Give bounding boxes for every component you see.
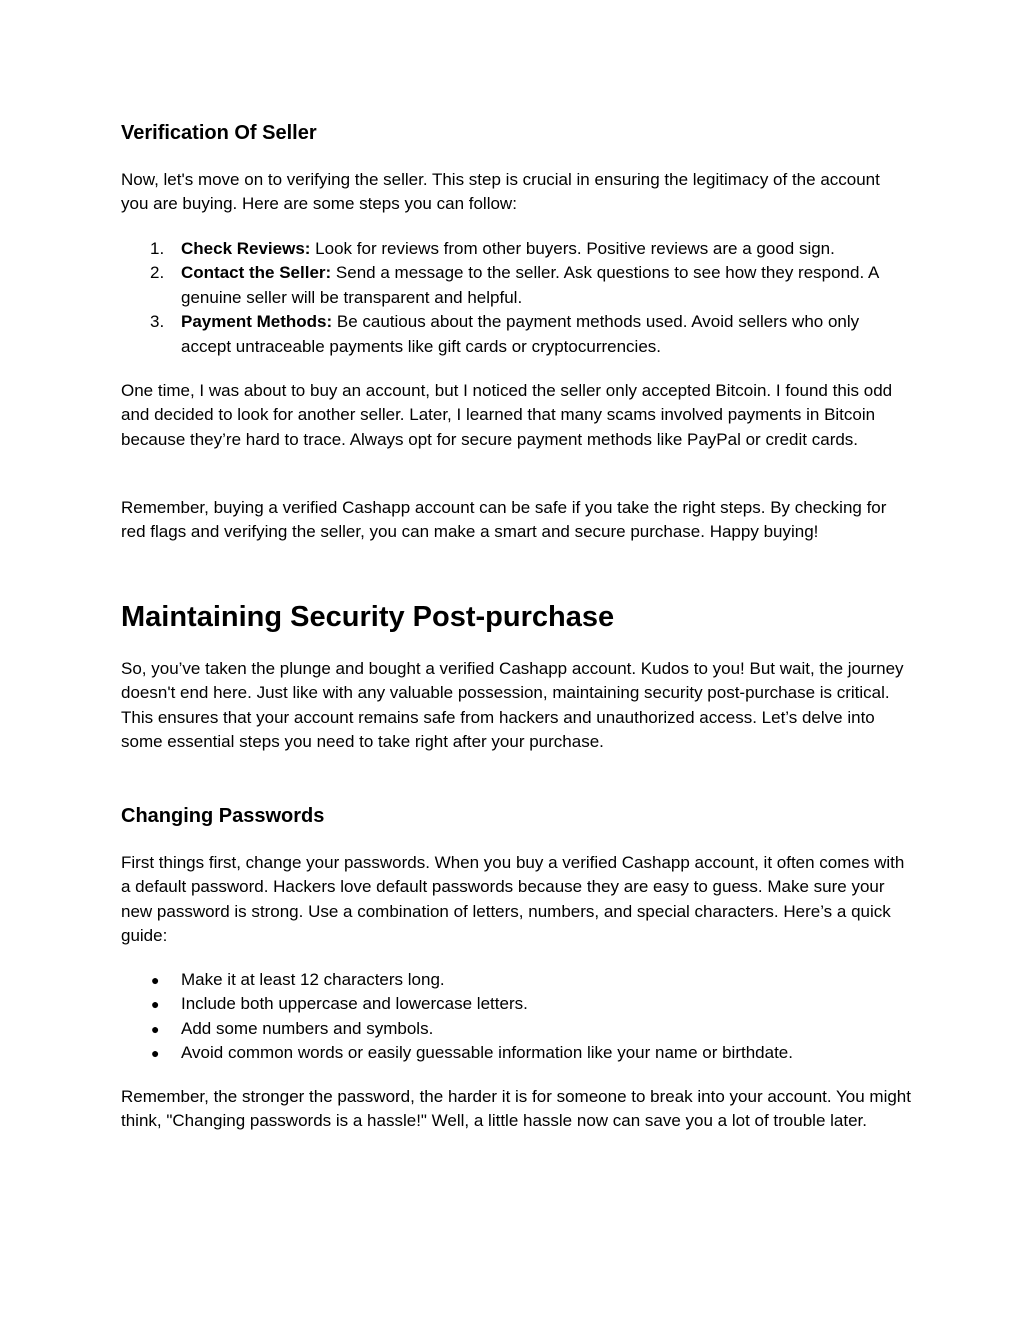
verification-closing-paragraph: Remember, buying a verified Cashapp account can be safe if you take the right steps. By checking for red flags and verifying the seller, you can make a smart and secure purchase. Happy buying!: [121, 498, 887, 542]
list-item: [121, 992, 911, 1016]
verification-intro-paragraph: Now, let's move on to verifying the seller. This step is crucial in ensuring the legitimacy of the account you are buying. Here are some steps you can follow:: [121, 170, 880, 214]
step-text: Be cautious about the payment methods used. Avoid sellers who only accept untraceable payments like gift cards or cryptocurrencies.: [181, 312, 860, 356]
step-title: Payment Methods:: [181, 312, 333, 332]
anecdote-paragraph: One time, I was about to buy an account, but I noticed the seller only accepted Bitcoin. I found this odd and decided to look for another seller. Later, I learned that many scams involved payments in Bitcoin because they’re hard to trace. Always opt for secure payment methods like PayPal or credit cards.: [121, 381, 893, 449]
step-text: Look for reviews from other buyers. Positive reviews are a good sign.: [310, 239, 835, 258]
list-item: [121, 310, 911, 359]
bullet-icon: ●: [151, 1020, 160, 1037]
maintaining-security-intro-paragraph: So, you’ve taken the plunge and bought a verified Cashapp account. Kudos to you! But wait, the journey doesn't end here. Just like with any valuable possession, maintaining security post-purchase is critical. This ensures that your account remains safe from hackers and unauthorized access. Let’s delve into some essential steps you need to take right after your purchase.: [121, 659, 904, 752]
section-heading-maintaining-security: Maintaining Security Post-purchase: [121, 601, 615, 633]
step-title: Check Reviews:: [181, 239, 311, 258]
list-item: [121, 237, 911, 261]
changing-passwords-intro-paragraph: First things first, change your passwords. When you buy a verified Cashapp account, it often comes with a default password. Hackers love default passwords because they are easy to guess. Make sure your new password is strong. Use a combination of letters, numbers, and special characters. Here’s a quick guide:: [121, 853, 905, 946]
list-item: [121, 261, 911, 310]
section-heading-changing-passwords: Changing Passwords: [121, 805, 325, 827]
list-item: [121, 1017, 911, 1041]
tip-text: Avoid common words or easily guessable information like your name or birthdate.: [181, 1043, 793, 1063]
list-item: [121, 968, 911, 992]
list-number: 3.: [150, 312, 165, 332]
password-tips-list: [121, 968, 911, 1066]
list-item: [121, 1041, 911, 1065]
tip-text: Include both uppercase and lowercase letters.: [181, 994, 528, 1014]
step-title: Contact the Seller:: [181, 263, 332, 283]
tip-text: Add some numbers and symbols.: [181, 1018, 434, 1038]
tip-text: Make it at least 12 characters long.: [181, 970, 445, 989]
section-heading-verification-of-seller: Verification Of Seller: [121, 122, 317, 144]
bullet-icon: ●: [151, 1045, 160, 1062]
bullet-icon: ●: [151, 996, 160, 1013]
bullet-icon: ●: [151, 972, 160, 988]
step-text: Send a message to the seller. Ask questions to see how they respond. A genuine seller will be transparent and helpful.: [181, 263, 879, 307]
verification-steps-list: [121, 237, 911, 359]
list-number: 2.: [150, 263, 165, 283]
list-number: 1.: [150, 239, 165, 258]
changing-passwords-closing-paragraph: Remember, the stronger the password, the harder it is for someone to break into your account. You might think, "Changing passwords is a hassle!" Well, a little hassle now can save you a lot of trouble later.: [121, 1087, 911, 1131]
